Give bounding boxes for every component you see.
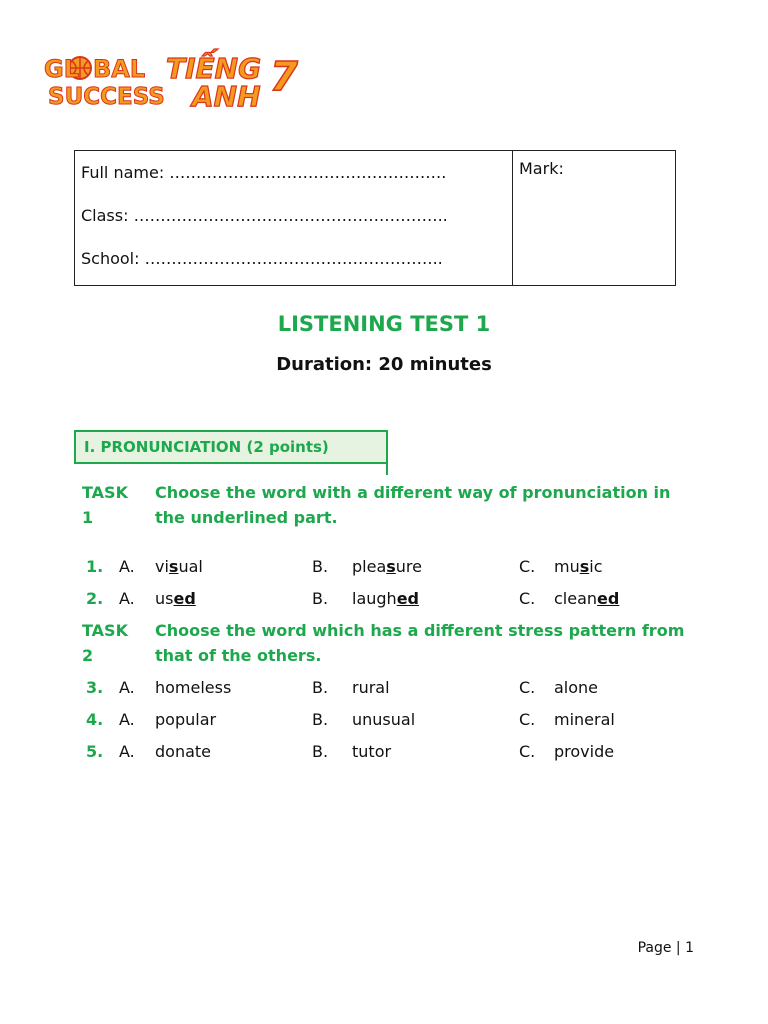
svg-text:TIẾNG: TIẾNG	[166, 52, 262, 85]
question-row-5	[0, 740, 768, 764]
question-number: 3.	[86, 678, 104, 697]
mark-field	[513, 151, 675, 285]
option-a[interactable]	[155, 587, 196, 611]
question-row-4	[0, 708, 768, 732]
option-c-label: C.	[519, 678, 536, 697]
option-b-label: B.	[312, 710, 329, 729]
option-a-label: A.	[119, 710, 135, 729]
page-number: Page | 1	[637, 940, 694, 956]
option-c[interactable]: provide	[554, 742, 615, 761]
option-a-label: A.	[119, 742, 135, 761]
underlined-part: ed	[597, 589, 620, 608]
option-c-pre: clean	[554, 589, 598, 608]
school-field[interactable]: School: ………………………………………………..	[81, 249, 443, 268]
mark-label: Mark:	[519, 159, 564, 178]
student-info-fields	[75, 151, 513, 285]
option-c-label: C.	[519, 557, 536, 576]
section-divider	[386, 464, 388, 475]
option-b-label: B.	[312, 678, 329, 697]
option-c[interactable]: mineral	[554, 710, 615, 729]
question-row-1	[0, 555, 768, 579]
option-b[interactable]: unusual	[352, 710, 416, 729]
svg-text:7: 7	[270, 54, 298, 100]
test-title: LISTENING TEST 1	[277, 312, 491, 336]
option-b-label: B.	[312, 742, 329, 761]
question-row-3	[0, 676, 768, 700]
option-a[interactable]: donate	[155, 742, 212, 761]
option-b-pre: laugh	[352, 589, 397, 608]
option-b-pre: plea	[352, 557, 387, 576]
student-info-box	[74, 150, 676, 286]
question-number: 5.	[86, 742, 104, 761]
option-a-label: A.	[119, 678, 135, 697]
option-c-label: C.	[519, 589, 536, 608]
task-1-instruction: Choose the word with a different way of pronunciation in the underlined part.	[155, 483, 671, 527]
full-name-field[interactable]: Full name: …………………………………………….	[81, 163, 447, 182]
option-c[interactable]	[554, 555, 603, 579]
option-a[interactable]: homeless	[155, 678, 232, 697]
option-c[interactable]	[554, 587, 619, 611]
option-a-label: A.	[119, 557, 135, 576]
question-row-2	[0, 587, 768, 611]
logo	[42, 44, 342, 114]
task-2-instruction: Choose the word which has a different stress pattern from that of the others.	[155, 621, 685, 665]
option-b[interactable]	[352, 587, 419, 611]
option-a-pre: us	[155, 589, 174, 608]
underlined-part: s	[168, 557, 179, 576]
option-b[interactable]	[352, 555, 422, 579]
option-a-post: ual	[178, 557, 203, 576]
option-b-label: B.	[312, 557, 329, 576]
option-c-label: C.	[519, 710, 536, 729]
option-b[interactable]: rural	[352, 678, 390, 697]
option-a-label: A.	[119, 589, 135, 608]
underlined-part: s	[386, 557, 396, 576]
svg-text:BAL: BAL	[93, 55, 146, 83]
task-1-label: TASK 1	[82, 483, 128, 527]
test-duration: Duration: 20 minutes	[276, 354, 492, 375]
option-c-label: C.	[519, 742, 536, 761]
option-c-post: ic	[589, 557, 603, 576]
option-c[interactable]: alone	[554, 678, 599, 697]
section-heading: I. PRONUNCIATION (2 points)	[74, 430, 388, 464]
underlined-part: s	[579, 557, 590, 576]
option-a-pre: vi	[155, 557, 169, 576]
svg-text:GL: GL	[44, 55, 79, 83]
underlined-part: ed	[396, 589, 419, 608]
question-number: 1.	[86, 557, 104, 576]
option-a[interactable]: popular	[155, 710, 217, 729]
svg-text:ANH: ANH	[192, 80, 261, 113]
option-b[interactable]: tutor	[352, 742, 392, 761]
option-c-pre: mu	[554, 557, 580, 576]
option-b-post: ure	[395, 557, 422, 576]
underlined-part: ed	[173, 589, 196, 608]
question-number: 2.	[86, 589, 104, 608]
option-b-label: B.	[312, 589, 329, 608]
question-number: 4.	[86, 710, 104, 729]
task-2-label: TASK 2	[82, 621, 128, 665]
class-field[interactable]: Class: …………………………………………………..	[81, 206, 448, 225]
option-a[interactable]	[155, 555, 203, 579]
global-success-logo-icon	[42, 44, 342, 114]
svg-text:SUCCESS: SUCCESS	[48, 84, 165, 110]
